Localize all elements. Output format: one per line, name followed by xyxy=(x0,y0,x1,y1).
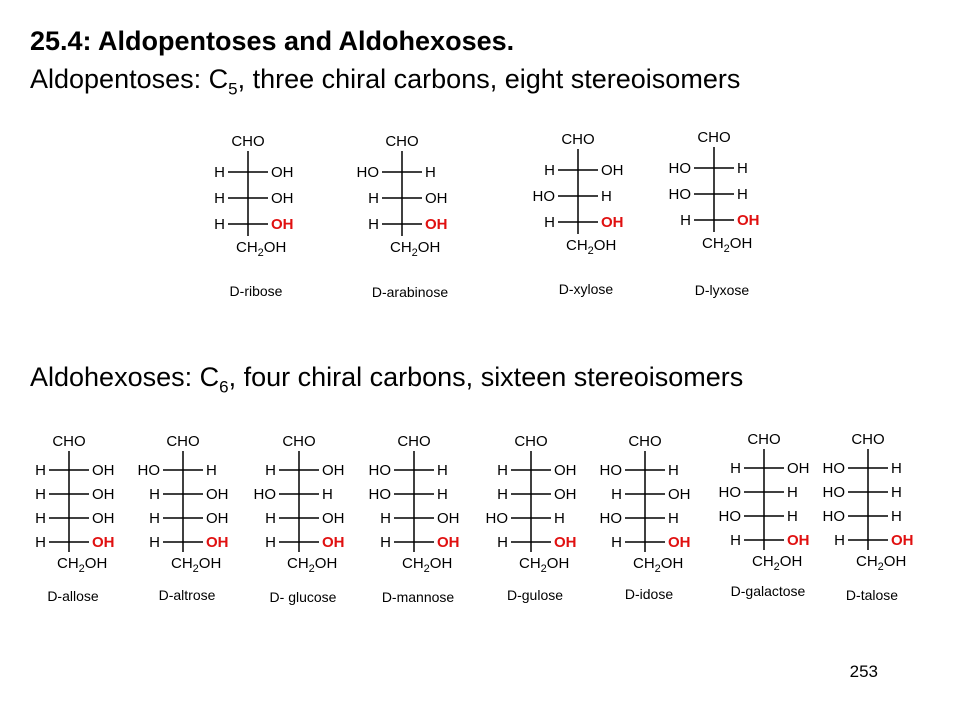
right-substituent: OH xyxy=(668,534,691,551)
left-substituent: HO xyxy=(668,186,691,203)
right-substituent: H xyxy=(891,460,902,477)
left-substituent: H xyxy=(149,510,160,527)
aldehyde-group: CHO xyxy=(52,433,86,450)
right-substituent: OH xyxy=(206,510,229,527)
aldopentose-structure-2 xyxy=(533,131,624,297)
right-substituent: OH xyxy=(271,190,294,207)
right-substituent: H xyxy=(601,188,612,205)
aldohexose-structure-7 xyxy=(823,431,914,603)
sugar-name: D-arabinose xyxy=(371,284,449,300)
hydroxymethyl-group: $CH_2OH$ xyxy=(633,555,684,575)
aldehyde-group: CHO xyxy=(282,433,316,450)
sugar-name: D-galactose xyxy=(730,583,806,599)
left-substituent: HO xyxy=(822,484,845,501)
left-substituent: H xyxy=(497,534,508,551)
hydroxymethyl-group: $CH_2OH$ xyxy=(519,555,570,575)
right-substituent: H xyxy=(737,160,748,177)
left-substituent: HO xyxy=(822,508,845,525)
left-substituent: HO xyxy=(368,486,391,503)
aldohexose-structure-3 xyxy=(369,433,460,605)
aldehyde-group: CHO xyxy=(697,129,731,146)
left-substituent: H xyxy=(368,190,379,207)
left-substituent: H xyxy=(497,462,508,479)
sugar-name: D-mannose xyxy=(381,589,455,605)
left-substituent: H xyxy=(730,460,741,477)
hydroxymethyl-group: $CH_2OH$ xyxy=(566,237,617,257)
left-substituent: H xyxy=(265,462,276,479)
aldohexose-structure-5 xyxy=(600,433,691,602)
aldopentoses-carbon-count: 5 xyxy=(228,79,238,99)
left-substituent: H xyxy=(35,534,46,551)
right-substituent: OH xyxy=(554,534,577,551)
right-substituent: OH xyxy=(92,486,115,503)
sugar-name: D- glucose xyxy=(269,589,337,605)
hydroxymethyl-group: $CH_2OH$ xyxy=(402,555,453,575)
right-substituent: OH xyxy=(601,214,624,231)
right-substituent: OH xyxy=(668,486,691,503)
left-substituent: H xyxy=(214,190,225,207)
left-substituent: HO xyxy=(822,460,845,477)
sugar-name: D-gulose xyxy=(506,587,564,603)
right-substituent: H xyxy=(425,164,436,181)
left-substituent: H xyxy=(680,212,691,229)
right-substituent: OH xyxy=(322,510,345,527)
aldehyde-group: CHO xyxy=(397,433,431,450)
sugar-name: D-altrose xyxy=(158,587,216,603)
right-substituent: H xyxy=(737,186,748,203)
aldehyde-group: CHO xyxy=(628,433,662,450)
right-substituent: OH xyxy=(787,532,810,549)
aldohexose-structure-6 xyxy=(719,431,810,599)
right-substituent: OH xyxy=(322,462,345,479)
aldohexoses-heading-rest: , four chiral carbons, sixteen stereoisomers xyxy=(228,362,744,392)
left-substituent: HO xyxy=(599,462,622,479)
right-substituent: OH xyxy=(92,462,115,479)
right-substituent: OH xyxy=(425,216,448,233)
aldopentose-structure-0 xyxy=(214,133,293,299)
aldehyde-group: CHO xyxy=(747,431,781,448)
right-substituent: H xyxy=(437,486,448,503)
aldehyde-group: CHO xyxy=(385,133,419,150)
left-substituent: HO xyxy=(137,462,160,479)
left-substituent: HO xyxy=(356,164,379,181)
hydroxymethyl-group: $CH_2OH$ xyxy=(57,555,108,575)
left-substituent: HO xyxy=(253,486,276,503)
sugar-name: D-allose xyxy=(47,588,99,604)
sugar-name: D-xylose xyxy=(558,281,614,297)
aldohexoses-heading-text: Aldohexoses: C xyxy=(30,362,220,392)
aldopentoses-heading-rest: , three chiral carbons, eight stereoisomers xyxy=(237,64,741,94)
left-substituent: H xyxy=(544,214,555,231)
aldohexose-structure-4 xyxy=(486,433,577,603)
sugar-name: D-ribose xyxy=(229,283,283,299)
right-substituent: OH xyxy=(554,462,577,479)
left-substituent: H xyxy=(544,162,555,179)
left-substituent: H xyxy=(611,486,622,503)
right-substituent: OH xyxy=(437,510,460,527)
right-substituent: H xyxy=(206,462,217,479)
left-substituent: H xyxy=(834,532,845,549)
right-substituent: OH xyxy=(92,510,115,527)
right-substituent: OH xyxy=(737,212,760,229)
left-substituent: HO xyxy=(368,462,391,479)
left-substituent: HO xyxy=(485,510,508,527)
slide-title: 25.4: Aldopentoses and Aldohexoses. xyxy=(30,26,515,56)
left-substituent: H xyxy=(35,462,46,479)
left-substituent: H xyxy=(368,216,379,233)
right-substituent: H xyxy=(787,508,798,525)
aldehyde-group: CHO xyxy=(166,433,200,450)
right-substituent: OH xyxy=(425,190,448,207)
aldehyde-group: CHO xyxy=(514,433,548,450)
left-substituent: HO xyxy=(718,508,741,525)
aldohexoses-carbon-count: 6 xyxy=(219,377,229,397)
sugar-name: D-talose xyxy=(845,587,899,603)
hydroxymethyl-group: $CH_2OH$ xyxy=(856,553,907,573)
left-substituent: HO xyxy=(599,510,622,527)
right-substituent: H xyxy=(787,484,798,501)
right-substituent: H xyxy=(554,510,565,527)
aldohexose-structure-0 xyxy=(35,433,114,604)
left-substituent: H xyxy=(730,532,741,549)
left-substituent: HO xyxy=(668,160,691,177)
left-substituent: H xyxy=(149,486,160,503)
aldehyde-group: CHO xyxy=(561,131,595,148)
aldopentoses-heading-text: Aldopentoses: C xyxy=(30,64,229,94)
hydroxymethyl-group: $CH_2OH$ xyxy=(702,235,753,255)
left-substituent: H xyxy=(265,510,276,527)
right-substituent: H xyxy=(437,462,448,479)
left-substituent: H xyxy=(497,486,508,503)
right-substituent: H xyxy=(891,484,902,501)
right-substituent: OH xyxy=(271,216,294,233)
right-substituent: OH xyxy=(206,534,229,551)
right-substituent: OH xyxy=(554,486,577,503)
right-substituent: OH xyxy=(271,164,294,181)
right-substituent: OH xyxy=(437,534,460,551)
right-substituent: H xyxy=(322,486,333,503)
hydroxymethyl-group: $CH_2OH$ xyxy=(287,555,338,575)
hydroxymethyl-group: $CH_2OH$ xyxy=(390,239,441,259)
left-substituent: H xyxy=(611,534,622,551)
aldopentose-structure-3 xyxy=(669,129,760,298)
left-substituent: H xyxy=(149,534,160,551)
right-substituent: OH xyxy=(601,162,624,179)
left-substituent: H xyxy=(265,534,276,551)
left-substituent: H xyxy=(214,216,225,233)
left-substituent: H xyxy=(380,510,391,527)
right-substituent: OH xyxy=(787,460,810,477)
right-substituent: OH xyxy=(891,532,914,549)
right-substituent: H xyxy=(668,510,679,527)
right-substituent: H xyxy=(891,508,902,525)
sugar-name: D-idose xyxy=(624,586,674,602)
sugar-name: D-lyxose xyxy=(694,282,750,298)
right-substituent: OH xyxy=(206,486,229,503)
left-substituent: HO xyxy=(532,188,555,205)
left-substituent: H xyxy=(35,486,46,503)
hydroxymethyl-group: $CH_2OH$ xyxy=(236,239,287,259)
page-number: 253 xyxy=(849,662,878,681)
left-substituent: H xyxy=(35,510,46,527)
right-substituent: OH xyxy=(322,534,345,551)
hydroxymethyl-group: $CH_2OH$ xyxy=(752,553,803,573)
aldehyde-group: CHO xyxy=(231,133,265,150)
aldopentose-structure-1 xyxy=(357,133,449,300)
left-substituent: HO xyxy=(718,484,741,501)
aldohexose-structure-2 xyxy=(254,433,345,605)
aldohexose-structure-1 xyxy=(138,433,229,603)
left-substituent: H xyxy=(214,164,225,181)
hydroxymethyl-group: $CH_2OH$ xyxy=(171,555,222,575)
right-substituent: H xyxy=(668,462,679,479)
aldehyde-group: CHO xyxy=(851,431,885,448)
right-substituent: OH xyxy=(92,534,115,551)
left-substituent: H xyxy=(380,534,391,551)
